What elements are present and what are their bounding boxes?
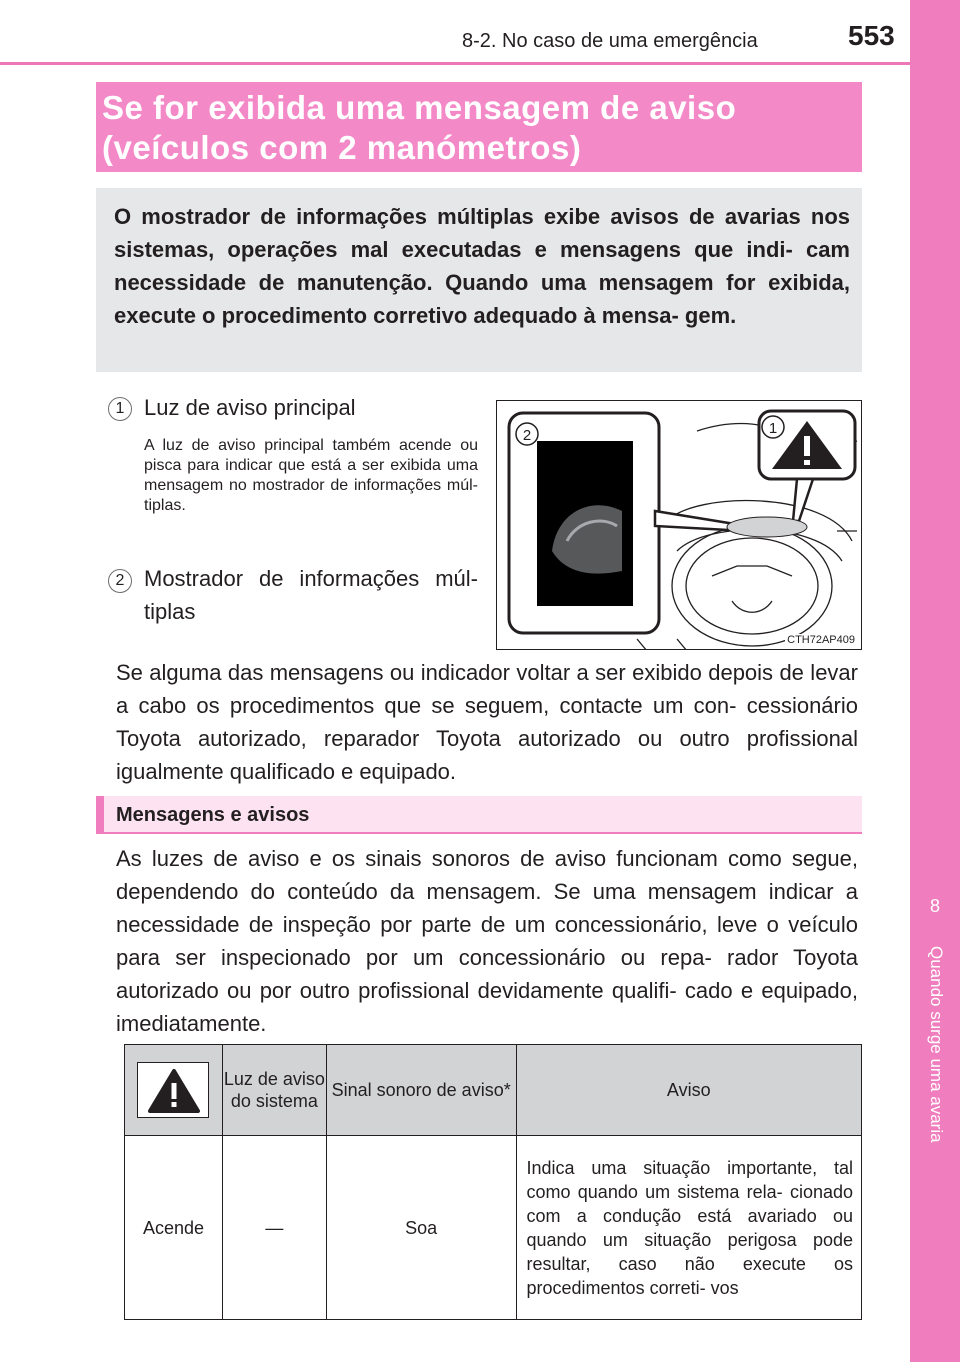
callout-1-description: A luz de aviso principal também acende ou pisca para indicar que está a ser exibida uma mensagem no mostrador de informações múl- tiplas. [144, 437, 478, 514]
intro-box [96, 188, 862, 372]
callout-number-1: 1 [108, 397, 132, 421]
warning-triangle-icon [137, 1062, 209, 1118]
header-master-warning-icon-cell [125, 1045, 223, 1136]
chapter-title: Quando surge uma avaria [927, 946, 946, 1143]
header-divider [0, 62, 910, 65]
subsection-title: Mensagens e avisos [116, 804, 310, 826]
page-title [102, 88, 862, 168]
dashboard-illustration [496, 400, 862, 650]
figure-label-1: 1 [768, 420, 778, 437]
paragraph-after-figure: Se alguma das mensagens ou indicador voltar a ser exibido depois de levar a cabo os procedimentos que se seguem, contacte um con- cessionário Toyota autorizado, reparador Toyota autorizado ou outro profissional igualmente qualificado e equipado. [116, 660, 858, 784]
callout-2-title [144, 562, 478, 628]
warning-table [124, 1044, 862, 1320]
header-buzzer: Sinal sonoro de aviso* [326, 1045, 516, 1136]
table-header-row [125, 1045, 862, 1136]
callout-2-title-line1: Mostrador de informações múl- [144, 566, 478, 591]
page-title-line2: (veículos com 2 manómetros) [102, 129, 582, 166]
paragraph-messages: As luzes de aviso e os sinais sonoros de aviso funcionam como segue, dependendo do conteúdo da mensagem. Se uma mensagem indicar a necessidade de inspeção por parte de um concessionário, leve o veículo para ser inspecionado por um concessionário ou repa- rador Toyota autorizado ou por outro profissional devidamente qualifi- cado e equipado, imediatamente. [116, 846, 858, 1036]
cell-system-light: — [222, 1136, 326, 1320]
chapter-side-tab [910, 0, 960, 1362]
page-number: 553 [848, 20, 895, 51]
header-warning: Aviso [516, 1045, 862, 1136]
figure-code: CTH72AP409 [787, 634, 855, 646]
intro-text: O mostrador de informações múltiplas exibe avisos de avarias nos sistemas, operações mal executadas e mensagens que indi- cam necessidade de manutenção. Quando uma mensagem for exibida, execute o procedimento corretivo adequado à mensa- gem. [114, 204, 850, 328]
cell-buzzer: Soa [326, 1136, 516, 1320]
callout-number-2: 2 [108, 569, 132, 593]
figure-label-2: 2 [522, 427, 532, 444]
dashboard-drawing [497, 401, 862, 650]
section-label: 8-2. No caso de uma emergência [462, 30, 758, 52]
page-title-line1: Se for exibida uma mensagem de aviso [102, 89, 737, 126]
header-system-light: Luz de aviso do sistema [222, 1045, 326, 1136]
cell-master-light: Acende [125, 1136, 223, 1320]
subsection-band [96, 796, 862, 834]
chapter-number: 8 [929, 896, 940, 916]
table-row [125, 1136, 862, 1320]
callout-2-title-line2: tiplas [144, 599, 196, 624]
callout-1-title: Luz de aviso principal [144, 395, 356, 420]
cell-warning-description: Indica uma situação importante, tal como quando um sistema rela- cionado com a condução está avariado ou quando um situação perigosa pode resultar, caso não execute os procedimentos correti- vos [516, 1136, 862, 1320]
title-band [96, 82, 862, 172]
